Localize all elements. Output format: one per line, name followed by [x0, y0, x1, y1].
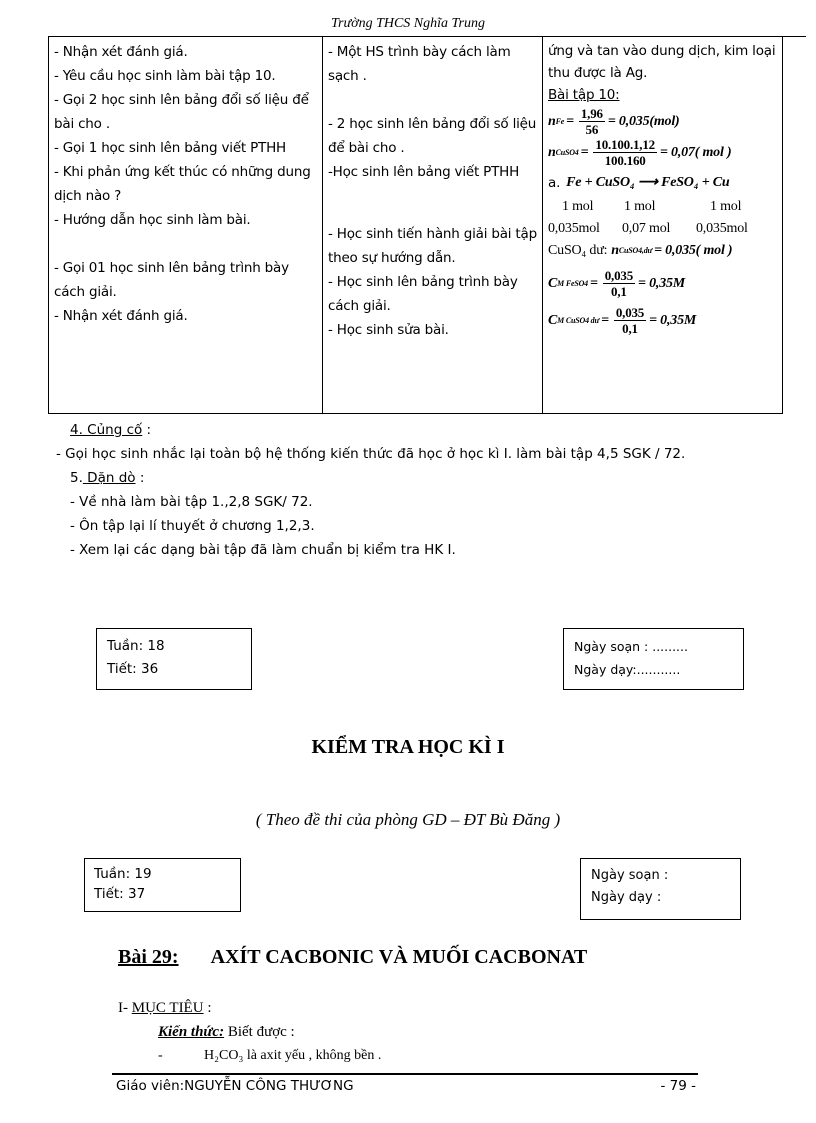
period-label: Tiết: 36 — [107, 661, 159, 677]
consolidation-heading: 4. Củng cố : — [70, 422, 152, 438]
col1-line: - Gọi 1 học sinh lên bảng viết PTHH — [54, 140, 287, 156]
page-header-school: Trường THCS Nghĩa Trung — [331, 16, 485, 31]
prepared-date: Ngày soạn : ......... — [574, 639, 688, 654]
page-footer — [116, 1078, 696, 1094]
reaction-equation: a. Fe + CuSO₄ ⟶ FeSO₄ + Cu — [548, 175, 730, 191]
col1-line: - Gọi 01 học sinh lên bảng trình bày cách giải. — [54, 260, 289, 300]
taught-date: Ngày dạy : — [591, 890, 662, 905]
taught-date: Ngày dạy:........... — [574, 662, 681, 677]
col1-line: - Khi phản ứng kết thúc có những dung dịch nào ? — [54, 164, 311, 204]
homework-item: - Ôn tập lại lí thuyết ở chương 1,2,3. — [70, 518, 315, 534]
period-label: Tiết: 37 — [94, 886, 146, 902]
lesson-number: Bài 29: — [118, 946, 179, 968]
homework-heading: 5. Dặn dò : — [70, 470, 145, 486]
week-label: Tuần: 18 — [107, 638, 165, 654]
page-number: - 79 - — [660, 1078, 696, 1094]
col2-line: -Học sinh lên bảng viết PTHH — [328, 164, 520, 180]
fraction: $\frac{1,96}{56}$ — [580, 106, 603, 137]
col2-line: - Học sinh tiến hành giải bài tập theo sự hướng dẫn. — [328, 226, 537, 266]
col2-line: - Một HS trình bày cách làm sạch . — [328, 44, 511, 84]
exam-subtitle: ( Theo đề thi của phòng GD – ĐT Bù Đăng ) — [255, 810, 561, 829]
concentration-feso4: C M FeSO4 = $\frac{0,035}{0,1}$ = 0,35M — [548, 268, 686, 299]
date-box-2 — [580, 858, 741, 920]
student-activity-cell — [323, 36, 543, 414]
excess-cuso4: CuSO₄ dư: n CuSO4,dư = 0,035( mol ) — [548, 243, 733, 258]
objectives-heading: I- MỤC TIÊU : — [118, 1000, 212, 1016]
date-box-1 — [563, 628, 744, 690]
col1-line: - Yêu cầu học sinh làm bài tập 10. — [54, 68, 276, 84]
content-intro: ứng và tan vào dung dịch, kim loại thu được là Ag. — [548, 43, 776, 81]
objective-bullet: - H₂CO₃ là axit yếu , không bền . — [158, 1048, 382, 1063]
footer-rule — [112, 1073, 698, 1075]
concentration-cuso4: C M CuSO4 dư = $\frac{0,035}{0,1}$ = 0,35M — [548, 305, 697, 336]
teacher-name: Giáo viên:NGUYỄN CÔNG THƯƠNG — [116, 1078, 354, 1094]
prepared-date: Ngày soạn : — [591, 868, 669, 883]
moles-row-2: 0,035mol 0,07 mol 0,035mol — [548, 221, 748, 236]
week-period-box-18 — [96, 628, 252, 690]
equation-n-cuso4: n CuSO4 = $\frac{10.100.1,12}{100.160}$ = 0,07( mol ) — [548, 137, 732, 168]
homework-item: - Về nhà làm bài tập 1.,2,8 SGK/ 72. — [70, 494, 313, 510]
fraction: $\frac{0,035}{0,1}$ — [615, 305, 645, 336]
lesson-activity-table — [48, 36, 783, 414]
lesson-name: AXÍT CACBONIC VÀ MUỐI CACBONAT — [210, 946, 588, 968]
exercise-label: Bài tập 10: — [548, 87, 620, 103]
col2-line: - 2 học sinh lên bảng đổi số liệu để bài cho . — [328, 116, 537, 156]
content-cell — [543, 36, 783, 414]
col1-line: - Gọi 2 học sinh lên bảng đổi số liệu để bài cho . — [54, 92, 309, 132]
knowledge-line: Kiến thức: Biết được : — [158, 1024, 295, 1040]
moles-row-1: 1 mol 1 mol 1 mol — [562, 199, 742, 214]
col1-line: - Nhận xét đánh giá. — [54, 308, 188, 324]
equation-n-fe: n Fe = $\frac{1,96}{56}$ = 0,035(mol) — [548, 106, 680, 137]
fraction: $\frac{0,035}{0,1}$ — [604, 268, 634, 299]
fraction: $\frac{10.100.1,12}{100.160}$ — [595, 137, 655, 168]
lesson-title — [118, 946, 587, 969]
homework-item: - Xem lại các dạng bài tập đã làm chuẩn bị kiểm tra HK I. — [70, 542, 456, 558]
teacher-activity-cell — [49, 36, 323, 414]
week-period-box-19 — [84, 858, 241, 912]
consolidation-section — [56, 418, 790, 562]
col1-line: - Hướng dẫn học sinh làm bài. — [54, 212, 251, 228]
col2-line: - Học sinh lên bảng trình bày cách giải. — [328, 274, 518, 314]
col2-line: - Học sinh sửa bài. — [328, 322, 449, 338]
exam-title: KIỂM TRA HỌC KÌ I — [311, 736, 505, 758]
week-label: Tuần: 19 — [94, 866, 152, 882]
col1-line: - Nhận xét đánh giá. — [54, 44, 188, 60]
consolidation-line: - Gọi học sinh nhắc lại toàn bộ hệ thống kiến thức đã học ở học kì I. làm bài tập 4,5 SGK / 72. — [56, 446, 686, 462]
